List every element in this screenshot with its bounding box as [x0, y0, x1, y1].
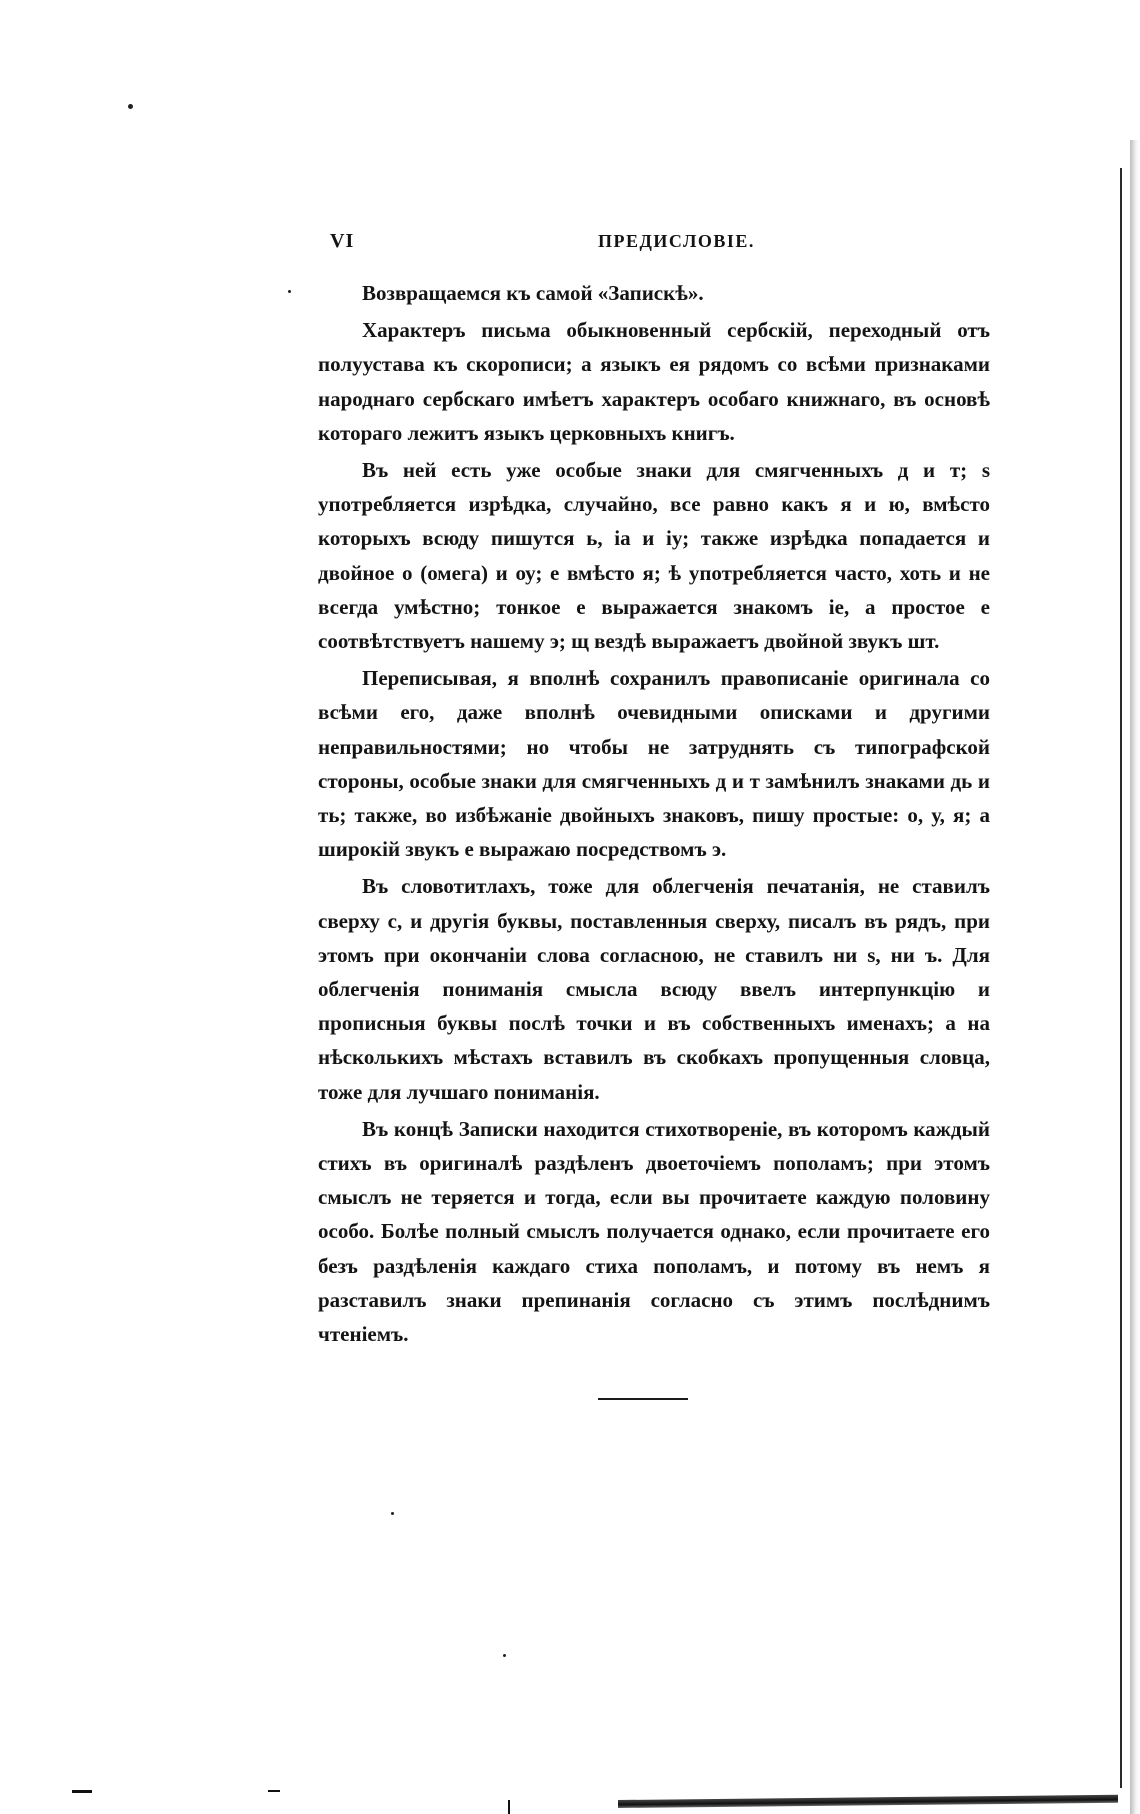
scan-speck	[128, 104, 133, 109]
paragraph: Въ концѣ Записки находится стихотвореніе, въ которомъ каждый стихъ въ оригиналѣ раздѣленъ двоеточіемъ пополамъ; при этомъ смыслъ не теряется и тогда, если вы прочитаете каждую половину особо. Болѣе полный смыслъ получается однако, если прочитаете его безъ раздѣленія каждаго стиха пополамъ, и потому въ немъ я разставилъ знаки препинанія согласно съ этимъ послѣднимъ чтеніемъ.	[318, 1116, 990, 1347]
end-rule	[598, 1398, 688, 1400]
body-text	[318, 276, 990, 1354]
scan-speck	[391, 1512, 394, 1515]
paragraph: Характеръ письма обыкновенный сербскій, переходный отъ полуустава къ скорописи; а языкъ ея рядомъ со всѣми признаками народнаго сербскаго имѣетъ характеръ особаго книжнаго, въ основѣ котораго лежитъ языкъ церковныхъ книгъ.	[318, 318, 990, 445]
running-head	[330, 230, 990, 260]
paragraph: Въ ней есть уже особые знаки для смягченныхъ д и т; ѕ употребляется изрѣдка, случайно, все равно какъ я и ю, вмѣсто которыхъ всюду пишутся ь, іа и іу; также изрѣдка попадается и двойное о (омега) и оу; е вмѣсто я; ѣ употребляется часто, хоть и не всегда умѣстно; тонкое е выражается знакомъ іе, а простое е соотвѣтствуетъ нашему э; щ вездѣ выражаетъ двойной звукъ шт.	[318, 458, 990, 654]
scan-mark	[268, 1790, 280, 1792]
paragraph: Переписывая, я вполнѣ сохранилъ правописаніе оригинала со всѣми его, даже вполнѣ очевидными описками и другими неправильностями; но чтобы не затруднять съ типографской стороны, особые знаки для смягченныхъ д и т замѣнилъ знаками дь и ть; также, во избѣжаніе двойныхъ знаковъ, пишу простые: о, у, я; а широкій звукъ е выражаю посредствомъ э.	[318, 666, 990, 862]
page-number: VI	[330, 230, 355, 252]
scan-mark	[72, 1790, 92, 1793]
scan-speck	[503, 1654, 506, 1657]
running-head-title: ПРЕДИСЛОВІЕ.	[598, 231, 755, 251]
bottom-scan-streak	[618, 1795, 1118, 1808]
scan-speck	[288, 290, 291, 293]
page-edge-shadow	[1130, 140, 1140, 1814]
page-edge-line	[1120, 168, 1122, 1788]
scan-mark	[508, 1800, 510, 1814]
paragraph: Возвращаемся къ самой «Запискѣ».	[362, 281, 704, 305]
paragraph: Въ словотитлахъ, тоже для облегченія печатанія, не ставилъ сверху с, и другія буквы, поставленныя сверху, писалъ въ рядъ, при этомъ при окончаніи слова согласною, не ставилъ ни ѕ, ни ъ. Для облегченія пониманія смысла всюду ввелъ интерпункцію и прописныя буквы послѣ точки и въ собственныхъ именахъ; а на нѣсколькихъ мѣстахъ вставилъ въ скобкахъ пропущенныя словца, тоже для лучшаго пониманія.	[318, 874, 990, 1104]
